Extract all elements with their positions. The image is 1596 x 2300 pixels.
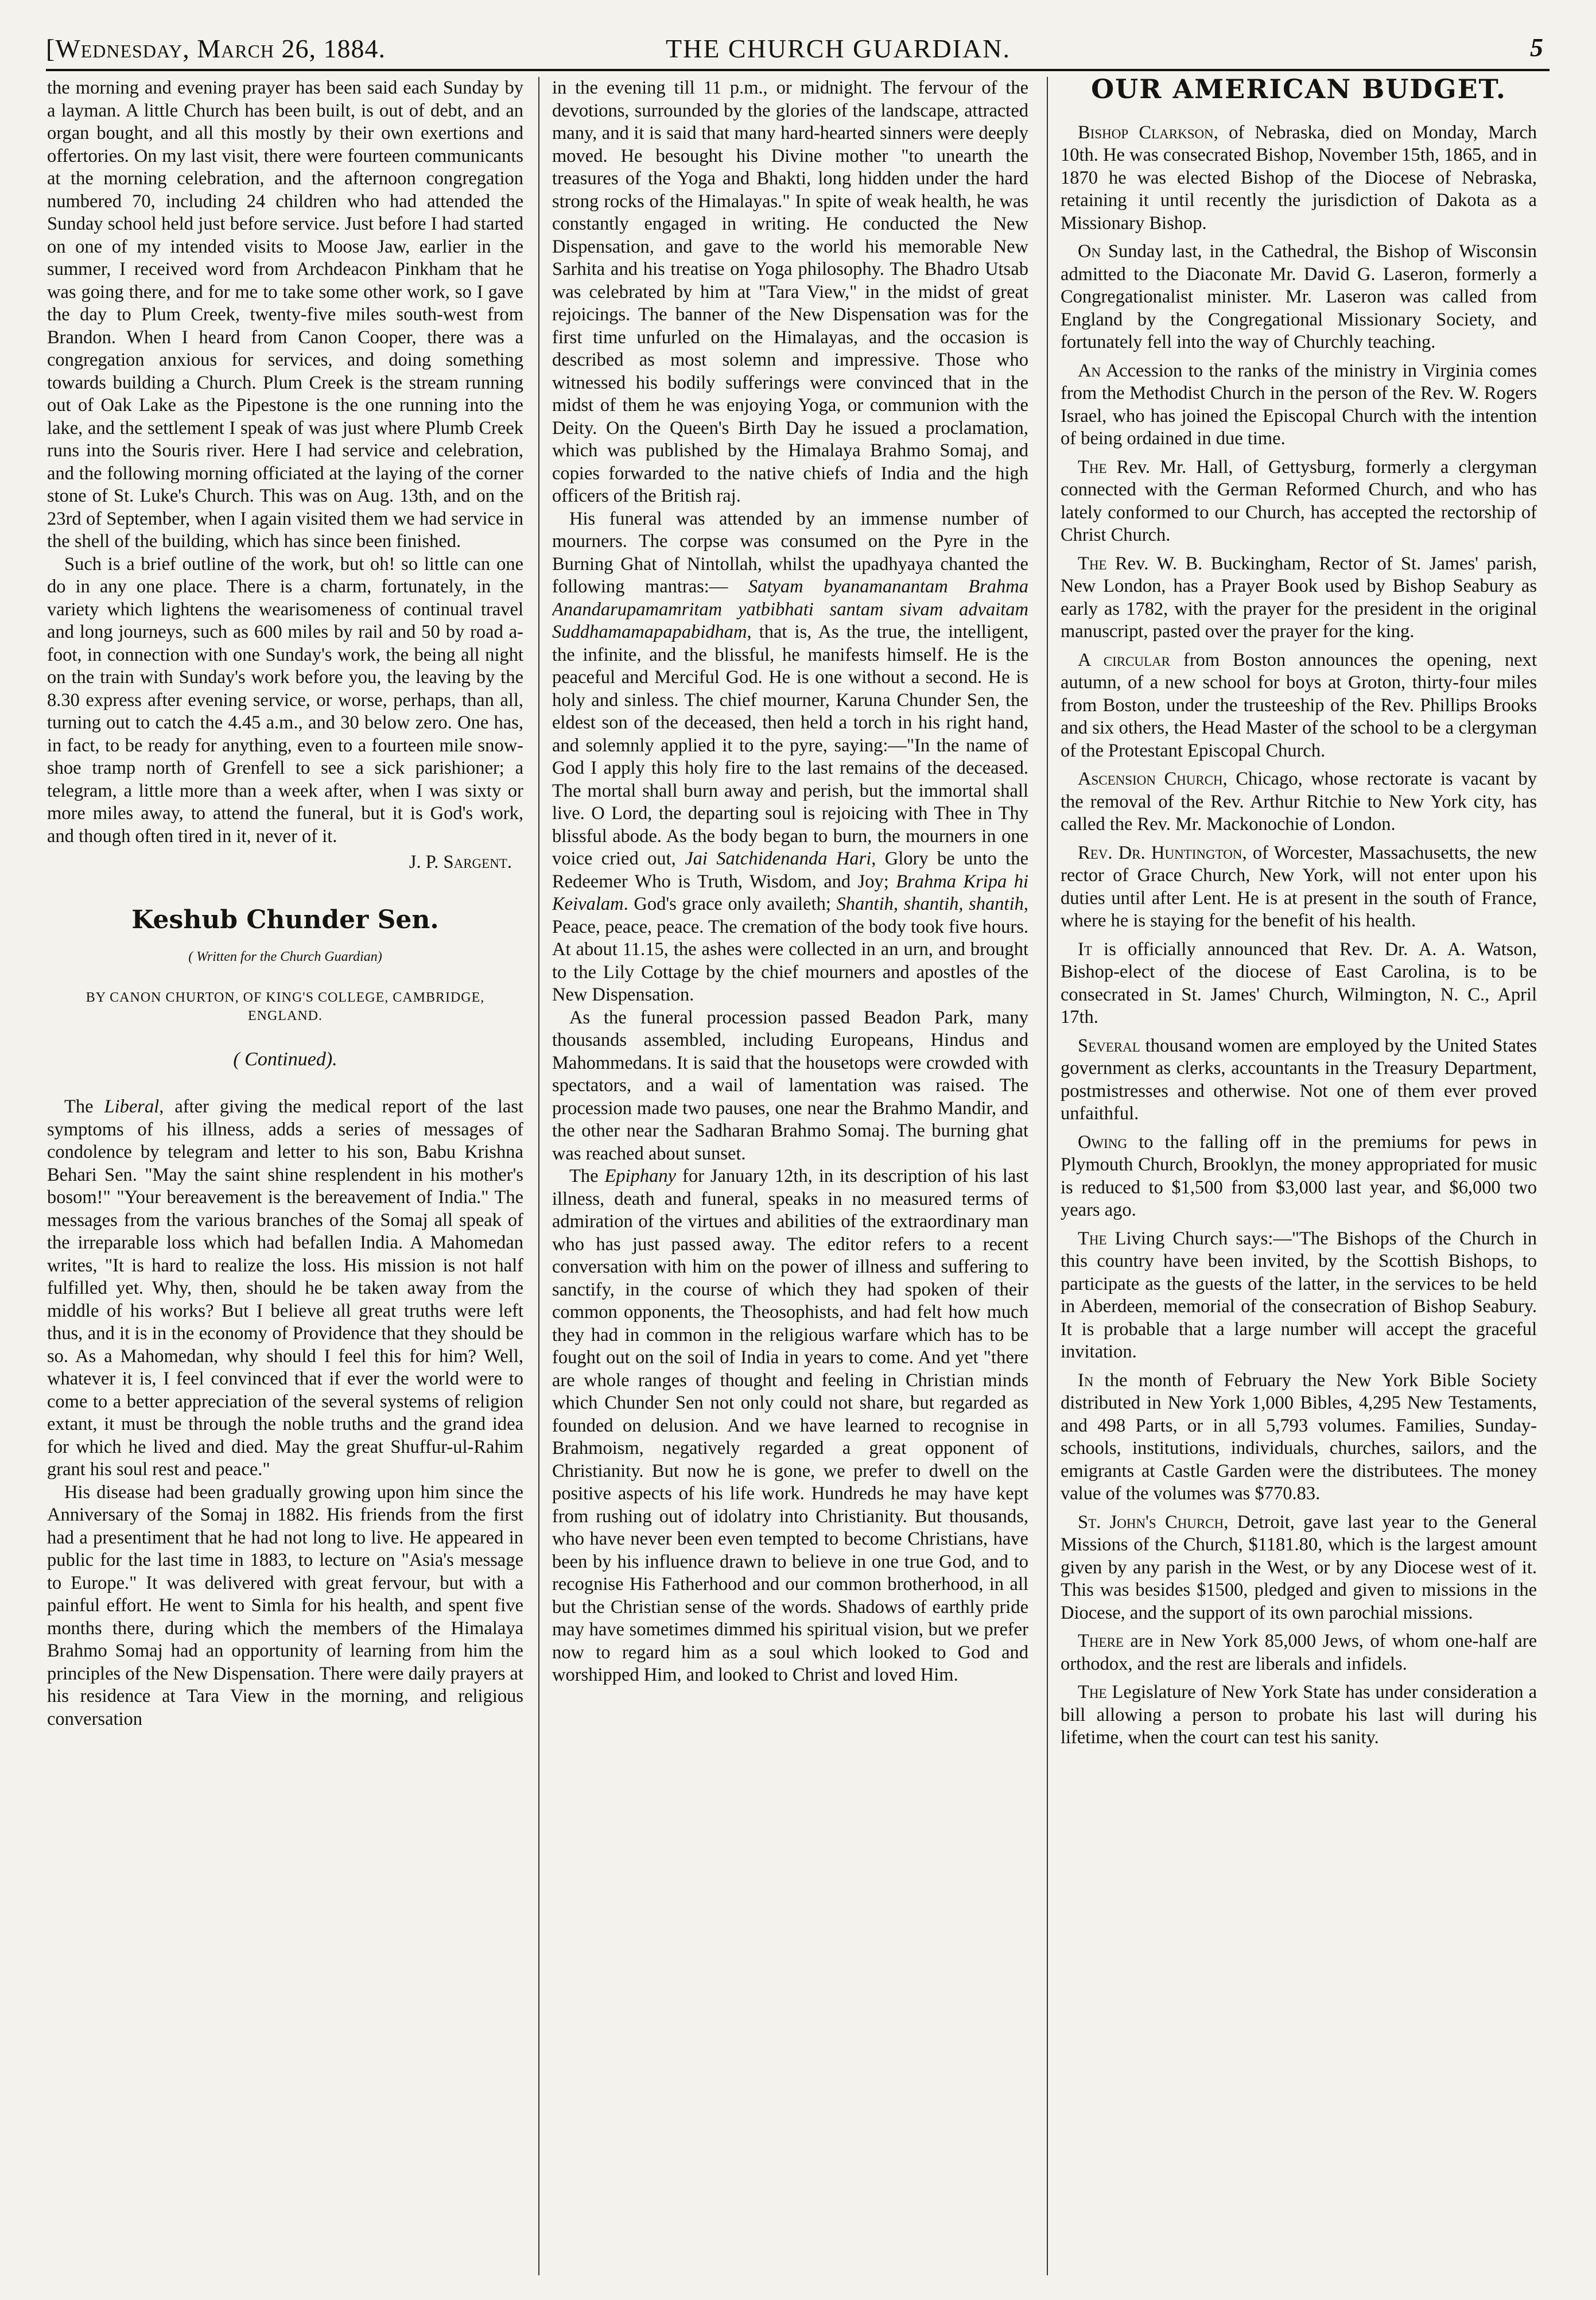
budget-items [1061, 122, 1537, 1750]
masthead [46, 26, 1550, 67]
budget-item-text: to the falling off in the premiums for pews in Plymouth Church, Brooklyn, the money appropriated for music is reduced to $1,500 from $3,000 last year, and $6,000 two years ago. [1061, 1131, 1537, 1220]
budget-item [1061, 1228, 1537, 1364]
issue-date: [Wednesday, March 26, 1884. [46, 34, 386, 63]
budget-item [1061, 241, 1537, 354]
column-rule-2 [1047, 77, 1048, 2275]
budget-item-lead: A circular [1078, 649, 1170, 670]
masthead-rule [46, 69, 1550, 71]
budget-item [1061, 553, 1537, 643]
budget-item-text: , of Worcester, Massachusetts, the new rector of Grace Church, New York, will not enter upon his duties until after Lent. He is at present in the south of France, where he is staying for the benefit of his health. [1061, 842, 1537, 931]
col1-paragraph-2: Such is a brief outline of the work, but oh! so little can one do in any one place. There is a charm, fortunately, in the variety which lightens the wearisomeness of continual travel and long journeys, such as 600 miles by rail and 50 by road a-foot, in connection with one Sunday's work, the being all night on the train with Sunday's work before you, the leaving by the 8.30 express after evening service, or worse, perhaps, than all, turning out to catch the 4.45 a.m., and 30 below zero. One has, in fact, to be ready for anything, even to a fourteen mile snow-shoe tramp north of Grenfell to see a sick parishioner; a telegram, a little more than a week after, when I was sixty or more miles away, to attend the funeral, but it is God's work, and though often tired in it, never of it. [47, 553, 523, 847]
column-1 [47, 77, 523, 2275]
budget-title: OUR AMERICAN BUDGET. [1091, 77, 1506, 104]
paper-title: THE CHURCH GUARDIAN. [666, 34, 1011, 63]
budget-item-text: , of Nebraska, died on Monday, March 10th. He was consecrated Bishop, November 15th, 1865, and in 1870 he was elected Bishop of the Diocese of Nebraska, retaining it until recently the jurisdiction of Dakota as a Missionary Bishop. [1061, 122, 1537, 234]
budget-item [1061, 1511, 1537, 1625]
col1-paragraph-4: His disease had been gradually growing upon him since the Anniversary of the Somaj in 1882. His friends from the first had a presentiment that he had not long to live. He appeared in public for the last time in 1883, to lecture on "Asia's message to Europe." It was delivered with great fervour, but with a painful effort. He went to Simla for his health, and spent five months there, during which the members of the Himalaya Brahmo Somaj had an opportunity of learning from him the principles of the New Dispensation. There were daily prayers at his residence at Tara View in the morning, and religious conversation [47, 1481, 523, 1729]
continued-label: ( Continued). [233, 1048, 337, 1070]
budget-item-text: Accession to the ranks of the ministry in Virginia comes from the Methodist Church in the person of the Rev. W. Rogers Israel, who has joined the Episcopal Church with the intention of being ordained in due time. [1061, 360, 1537, 449]
budget-item-lead: There [1078, 1631, 1124, 1651]
budget-item-lead: Owing [1078, 1131, 1128, 1153]
budget-item [1061, 1370, 1537, 1506]
budget-item [1061, 1630, 1537, 1675]
budget-item-text: Rev. Mr. Hall, of Gettysburg, formerly a clergyman connected with the German Reformed Church, and who has lately conformed to our Church, has accepted the rectorship of Christ Church. [1061, 456, 1537, 545]
budget-item [1061, 768, 1537, 836]
budget-item-text: from Boston announces the opening, next autumn, of a new school for boys at Groton, thirty-four miles from Boston, under the trusteeship of the Rev. Phillips Brooks and six others, the Head Master of the school to be a clergyman of the Protestant Episcopal Church. [1061, 649, 1537, 761]
column-3 [1061, 77, 1537, 2275]
budget-item-lead: St. John's Church [1078, 1511, 1224, 1533]
col2-paragraph-1: in the evening till 11 p.m., or midnight. The fervour of the devotions, surrounded by the glories of the landscape, attracted many, and it is said that many hard-hearted sinners were deeply moved. He besought his Divine mother "to unearth the treasures of the Yoga and Bhakti, long hidden under the hard strong rocks of the Himalayas." In spite of weak health, he was constantly engaged in writing. He conducted the New Dispensation, and gave to the world his memorable New Sarhita and his treatise on Yoga philosophy. The Bhadro Utsab was celebrated by him at "Tara View," in the midst of great rejoicings. The banner of the New Dispensation was for the first time unfurled on the Himalayas, and the occasion is described as most solemn and impressive. Those who witnessed his bodily sufferings were convinced that in the midst of them he was enjoying Yoga, or communion with the Deity. On the Queen's Birth Day he issued a proclamation, which was published by the Himalaya Brahmo Somaj, and copies forwarded to the native chiefs of India and the high officers of the British raj. [552, 77, 1028, 506]
col1-paragraph-1: the morning and evening prayer has been said each Sunday by a layman. A little Church has been built, is out of debt, and an organ bought, and all this mostly by their own exertions and offertories. On my last visit, there were fourteen communicants at the morning celebration, and the afternoon congregation numbered 70, including 24 children who had attended the Sunday school held just before service. Just before I had started on one of my intended visits to Moose Jaw, earlier in the summer, I received word from Archdeacon Pinkham that he was going there, and for me to take some other work, so I gave the day to Plum Creek, twenty-five miles south-west from Brandon. When I heard from Canon Cooper, there was a congregation anxious for services, and doing something towards building a Church. Plum Creek is the stream running out of Oak Lake as the Pipestone is the one running into the lake, and the settlement I speak of was just where Plumb Creek runs into the Souris river. Here I had service and celebration, and the following morning officiated at the laying of the corner stone of St. Luke's Church. This was on Aug. 13th, and on the 23rd of September, when I again visited them we had service in the shell of the building, which has since been finished. [47, 77, 523, 552]
budget-item [1061, 122, 1537, 235]
budget-item-text: Rev. W. B. Buckingham, Rector of St. James' parish, New London, has a Prayer Book used by Bishop Seabury as early as 1782, with the prayer for the president in the original manuscript, pasted over the prayer for the king. [1061, 553, 1537, 642]
budget-item [1061, 360, 1537, 451]
budget-item-lead: It [1078, 938, 1092, 960]
budget-item-text: the month of February the New York Bible Society distributed in New York 1,000 Bibles, 4,295 New Testaments, and 498 Parts, or in all 5,793 volumes. Families, Sunday-schools, institutions, individuals, churches, sailors, and the emigrants at Castle Garden were the distributees. The money value of the volumes was $770.83. [1061, 1370, 1537, 1504]
budget-item-text: Sunday last, in the Cathedral, the Bishop of Wisconsin admitted to the Diaconate Mr. David G. Laseron, formerly a Congregationalist minister. Mr. Laseron was called from England by the Congregational Missionary Society, and fortunately fell into the way of Churchly teaching. [1061, 241, 1537, 352]
budget-item [1061, 1035, 1537, 1126]
budget-item-text: is officially announced that Rev. Dr. A. A. Watson, Bishop-elect of the diocese of East Carolina, is to be consecrated in St. James' Church, Wilmington, N. C., April 17th. [1061, 938, 1537, 1027]
col2-paragraph-4: The Epiphany for January 12th, in its description of his last illness, death and funeral, speaks in no measured terms of admiration of the virtues and abilities of the extraordinary man who has just passed away. The editor refers to a recent conversation with him on the power of illness and suffering to sanctify, in the course of which they had spoken of their common opponents, the Theosophists, and had felt how much they had in common in the religious warfare which has to be fought out on the soil of India in years to come. And yet "there are whole ranges of thought and feeling in Christian minds which Chunder Sen not only could not share, but regarded as founded on delusion. And we have learned to recognise in Brahmoism, negatively regarded a great opponent of Christianity. But now he is gone, we prefer to dwell on the positive aspects of his life work. Hundreds he may have kept from rushing out of idolatry into Christianity. But thousands, who have never been even tempted to become Christians, have been by his influence drawn to believe in one true God, and to recognise His Fatherhood and our common brotherhood, in all but the Christian sense of the words. Shadows of earthly pride may have sometimes dimmed his spiritual vision, but we prefer now to regard him as a soul which looked to God and worshipped Him, and looked to Christ and loved Him. [552, 1166, 1028, 1685]
article-title: Keshub Chunder Sen. [131, 905, 439, 934]
budget-item [1061, 842, 1537, 933]
budget-item-lead: The [1078, 553, 1107, 574]
budget-item-lead: The [1078, 456, 1107, 478]
budget-item-lead: Ascension Church [1078, 769, 1223, 789]
budget-item [1061, 649, 1537, 763]
column-rule-1 [538, 77, 539, 2275]
signature: J. P. Sargent. [409, 852, 512, 872]
budget-item-text: , Chicago, whose rectorate is vacant by the removal of the Rev. Arthur Ritchie to New York city, has called the Rev. Mr. Mackonochie of London. [1061, 769, 1537, 835]
budget-item-text: Living Church says:—"The Bishops of the Church in this country have been invited, by the Scottish Bishops, to participate as the guests of the latter, in the services to be held in Aberdeen, memorial of the consecration of Bishop Seabury. It is probable that a large number will accept the graceful invitation. [1061, 1228, 1537, 1362]
article-byline: BY CANON CHURTON, OF KING'S COLLEGE, CAMBRIDGE, ENGLAND. [86, 990, 485, 1023]
budget-item-text: are in New York 85,000 Jews, of whom one-half are orthodox, and the rest are liberals and infidels. [1061, 1631, 1537, 1674]
budget-item-text: Legislature of New York State has under consideration a bill allowing a person to probate his last will during his lifetime, when the court can test his sanity. [1061, 1682, 1537, 1748]
budget-item-lead: Rev. Dr. Huntington [1078, 842, 1242, 863]
budget-item-text: thousand women are employed by the United States government as clerks, accountants in the Treasury Department, postmistresses and otherwise. Not one of them ever proved unfaithful. [1061, 1035, 1537, 1124]
column-2 [552, 77, 1028, 2275]
budget-item-lead: An [1078, 360, 1101, 381]
col1-paragraph-3: The Liberal, after giving the medical report of the last symptoms of his illness, adds a series of messages of condolence by telegram and letter to his son, Babu Krishna Behari Sen. "May the saint shine resplendent in his mother's bosom!" "Your bereavement is the bereavement of India." The messages from the various branches of the Somaj all speak of the irreparable loss which had befallen India. A Mahomedan writes, "It is hard to realize the loss. His mission is not half fulfilled yet. Why, then, should he be taken away from the middle of his works? But I believe all great truths were left thus, and it is in the economy of Providence that they should be so. As a Mahomedan, why should I feel this for him? Well, whatever it is, I feel convinced that if ever the world were to come to a better appreciation of the several systems of religion extant, it must be through the noble truths and the grand idea for which he lived and died. May the great Shuffur-ul-Rahim grant his soul rest and peace." [47, 1096, 523, 1480]
budget-item [1061, 938, 1537, 1029]
budget-item-lead: In [1078, 1370, 1094, 1391]
budget-item [1061, 1681, 1537, 1750]
budget-item-lead: Bishop Clarkson [1078, 122, 1214, 143]
budget-item-lead: On [1078, 241, 1101, 262]
col2-paragraph-3: As the funeral procession passed Beadon Park, many thousands assembled, including Europeans, Hindus and Mahommedans. It is said that the housetops were crowded with spectators, and a wail of lamentation was raised. The procession made two pauses, one near the Brahmo Mandir, and the other near the Sadharan Brahmo Somaj. The burning ghat was reached about sunset. [552, 1007, 1028, 1164]
budget-item [1061, 1131, 1537, 1222]
budget-item-text: , Detroit, gave last year to the General Missions of the Church, $1181.80, which is the largest amount given by any parish in the West, or by any Diocese west of it. This was besides $1500, pledged and given to missions in the Diocese, and the support of its own parochial missions. [1061, 1511, 1537, 1623]
budget-item-lead: The [1078, 1682, 1107, 1702]
budget-item-lead: The [1078, 1228, 1107, 1249]
budget-item-lead: Several [1078, 1035, 1140, 1056]
page-number: 5 [1530, 33, 1544, 62]
article-subtitle: ( Written for the Church Guardian) [188, 949, 382, 964]
col2-paragraph-2: His funeral was attended by an immense number of mourners. The corpse was consumed on the Pyre in the Burning Ghat of Nintollah, whilst the upadhyaya chanted the following mantras:— Satyam byanamanantam Brahma Anandarupamamritam yatbibhati santam sivam advaitam Suddhamamapapabidham, that is, As the true, the intelligent, the infinite, and the blissful, he manifests himself. He is the peaceful and Merciful God. He is one without a second. He is holy and sinless. The chief mourner, Karuna Chunder Sen, the eldest son of the deceased, then held a torch in his right hand, and solemnly applied it to the pyre, saying:—"In the name of God I apply this holy fire to the last remains of the deceased. The mortal shall burn away and perish, but the immortal shall live. O Lord, the departing soul is rejoicing with Thee in Thy blissful abode. As the body began to burn, the mourners in one voice cried out, Jai Satchidenanda Hari, Glory be unto the Redeemer Who is Truth, Wisdom, and Joy; Brahma Kripa hi Keivalam. God's grace only availeth; Shantih, shantih, shantih, Peace, peace, peace. The cremation of the body took five hours. At about 11.15, the ashes were collected in an urn, and brought to the Lily Cottage by the chief mourners and apostles of the New Dispensation. [552, 508, 1028, 1005]
budget-item [1061, 456, 1537, 547]
